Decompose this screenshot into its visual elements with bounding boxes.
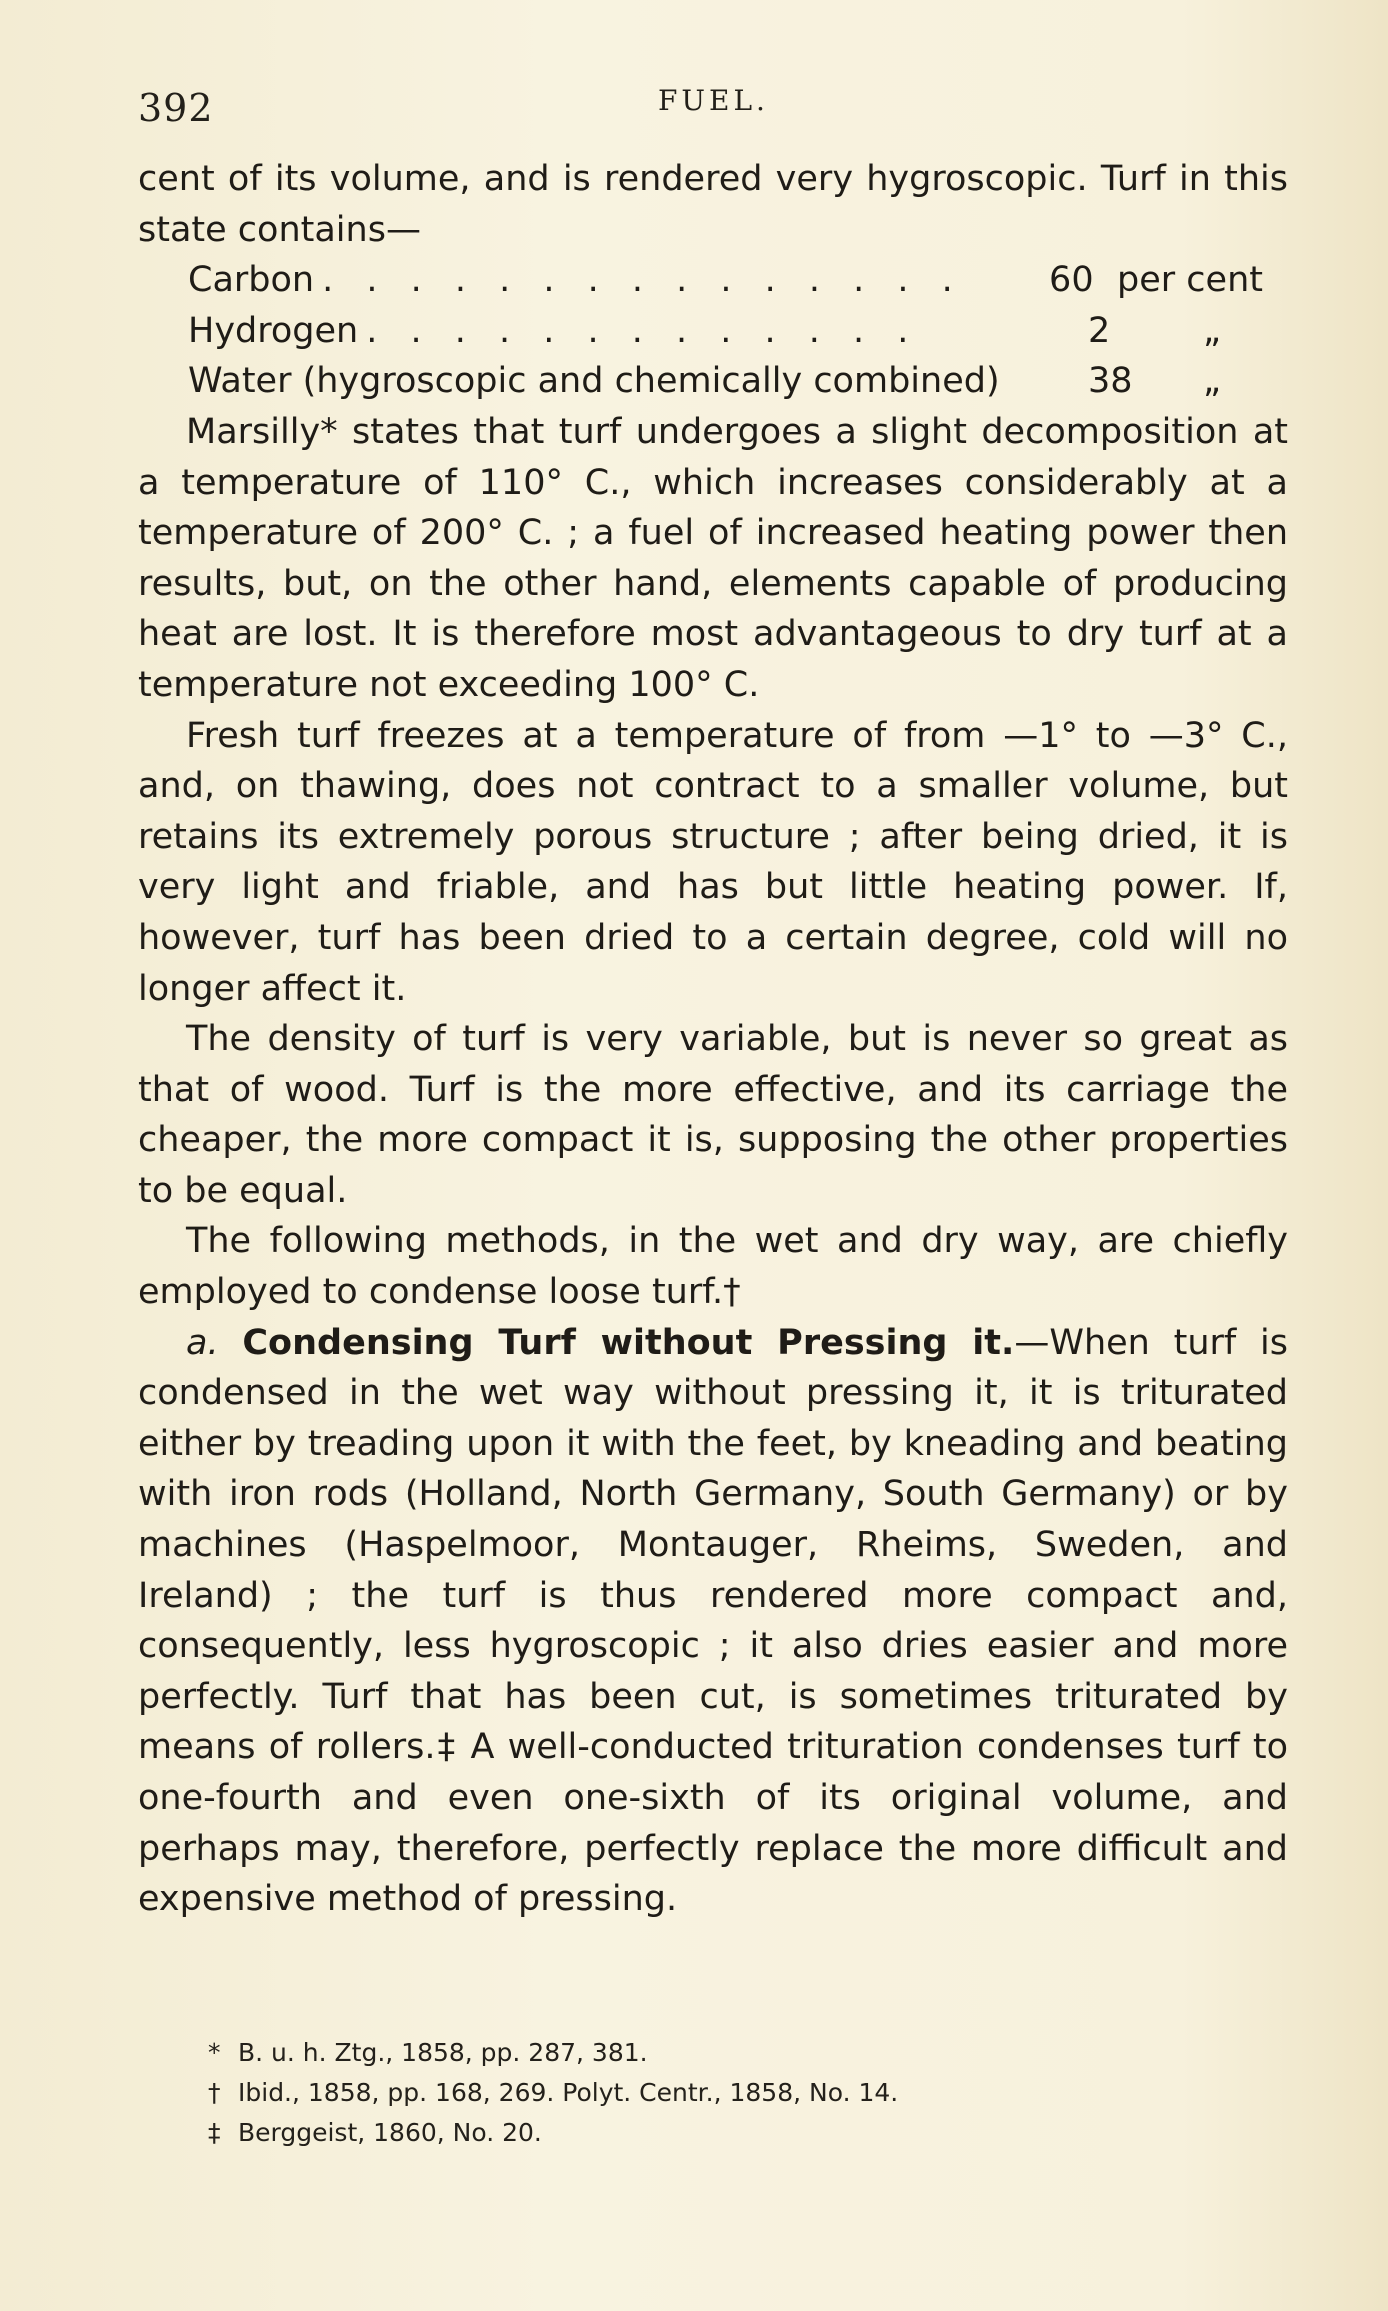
composition-unit: „ [1203,361,1222,402]
composition-row-hydrogen [188,306,1263,357]
composition-label: Water (hygroscopic and chemically combined) [188,361,1000,402]
composition-label: Hydrogen [188,310,359,351]
composition-unit: per cent [1117,260,1263,301]
composition-row-carbon [188,255,1263,306]
composition-value [1088,356,1263,407]
composition-value [1049,255,1263,306]
dot-leaders: . . . . . . . . . . . . . . . [322,260,964,301]
section-heading: Condensing Turf without Pressing it. [242,1322,1015,1363]
footnote-mark: † [208,2078,221,2107]
paragraph-density: The density of turf is very variable, but is never so great as that of wood. Turf is the more effective, and its carriage the cheaper, the more compact it is, supposing the other properties to be equal. [138,1019,1288,1211]
footnotes [208,2033,1208,2153]
composition-row-water [188,356,1263,407]
paragraph-condensing [138,1318,1288,1925]
composition-unit: „ [1203,310,1222,351]
dot-leaders: . . . . . . . . . . . . . [366,310,920,351]
body-text [138,154,1288,1925]
intro-paragraph: cent of its volume, and is rendered very hygroscopic. Turf in this state contains— [138,159,1288,250]
paragraph-methods: The following methods, in the wet and dry way, are chiefly employed to condense loose turf.† [138,1221,1288,1313]
paragraph-marsilly: Marsilly* states that turf undergoes a slight decomposition at a temperature of 110° C., which increases considerably at a temperature of 200° C. ; a fuel of increased heating power then results, but, on the other hand, elements capable of producing heat are lost. It is therefore most advantageous to dry turf at a temperature not exceeding 100° C. [138,411,1288,705]
section-body: —When turf is condensed in the wet way without pressing it, it is triturated either by treading upon it with the feet, by kneading and beating with iron rods (Holland, North Germany, South Germany) or by machines (Haspelmoor, Montauger, Rheims, Sweden, and Ireland) ; the turf is thus rendered more compact and, consequently, less hygroscopic ; it also dries easier and more perfectly. Turf that has been cut, is sometimes triturated by means of rollers.‡ A well-conducted trituration condenses turf to one-fourth and even one-sixth of its original volume, and perhaps may, therefore, perfectly replace the more difficult and expensive method of pressing. [138,1322,1288,1920]
section-label: a. [186,1322,219,1363]
composition-value [1088,306,1263,357]
composition-number: 2 [1088,310,1111,351]
footnote [208,2113,1208,2153]
composition-number: 38 [1088,361,1133,402]
composition-label: Carbon [188,260,315,301]
footnote [208,2033,1208,2073]
footnote-text: Berggeist, 1860, No. 20. [238,2118,542,2147]
footnote-text: Ibid., 1858, pp. 168, 269. Polyt. Centr., 1858, No. 14. [238,2078,899,2107]
footnote [208,2073,1208,2113]
footnote-text: B. u. h. Ztg., 1858, pp. 287, 381. [238,2038,648,2067]
footnote-mark: * [208,2038,221,2067]
running-head: FUEL. [658,84,769,117]
composition-table [188,255,1263,407]
page-header [138,78,1288,128]
page-number: 392 [138,86,214,130]
composition-number: 60 [1049,260,1094,301]
footnote-mark: ‡ [208,2118,221,2147]
paragraph-fresh-turf: Fresh turf freezes at a temperature of from —1° to —3° C., and, on thawing, does not contract to a smaller volume, but retains its extremely porous structure ; after being dried, it is very light and friable, and has but little heating power. If, however, turf has been dried to a certain degree, cold will no longer affect it. [138,715,1288,1009]
